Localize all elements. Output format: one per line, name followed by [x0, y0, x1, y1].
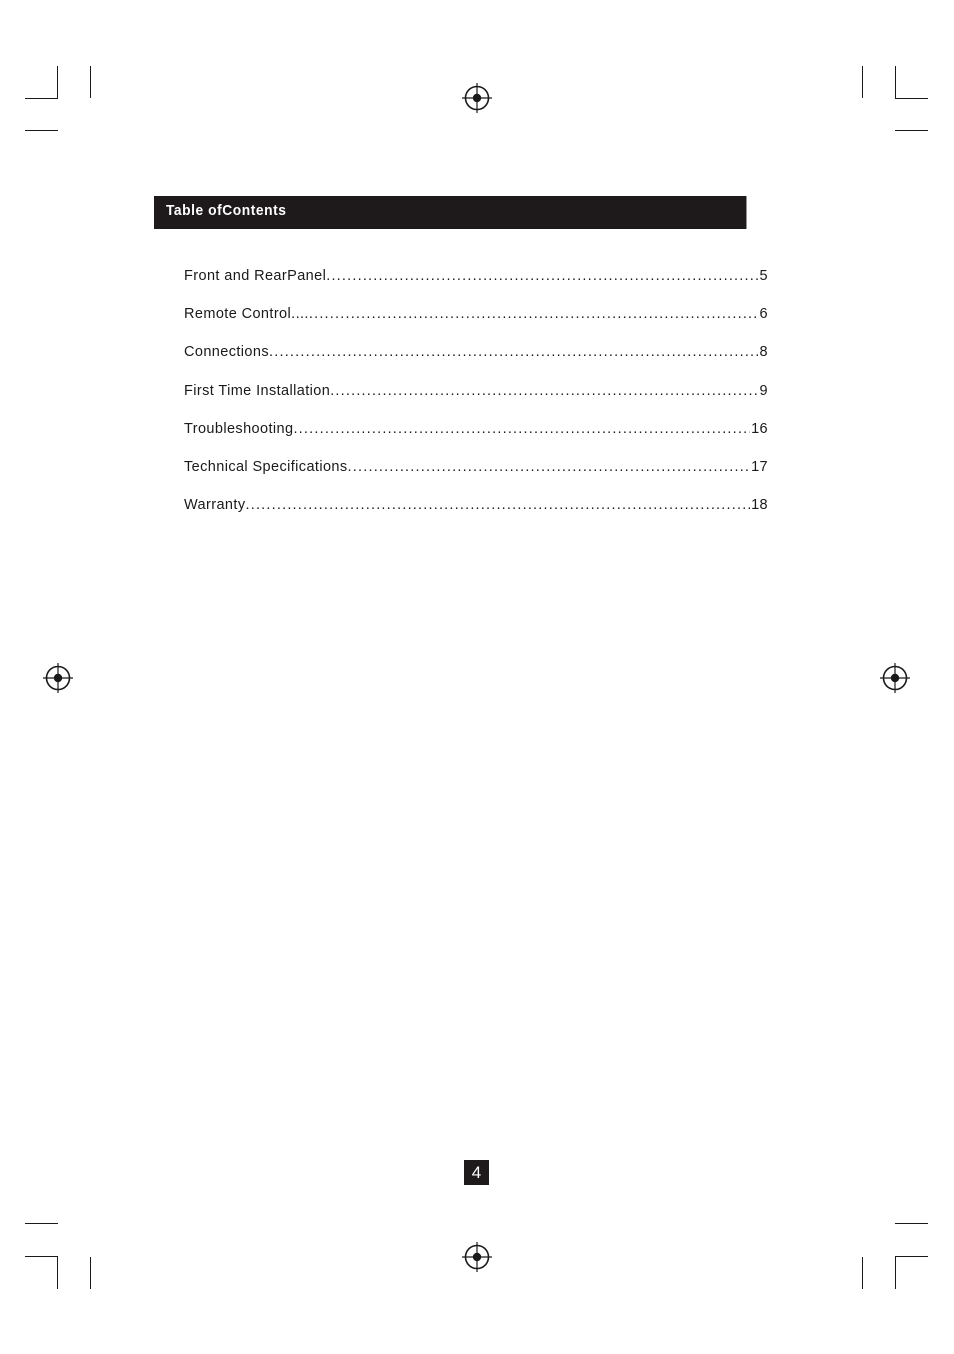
- crop-mark-top-left-h2: [25, 130, 58, 131]
- toc-entry-connections[interactable]: [184, 344, 768, 382]
- crop-mark-bottom-right-h2: [895, 1256, 928, 1257]
- crop-mark-bottom-left-h1: [25, 1223, 58, 1224]
- toc-entry-front-rear-panel[interactable]: [184, 268, 768, 306]
- registration-mark-icon: [43, 663, 73, 693]
- toc-entry-troubleshooting[interactable]: [184, 421, 768, 459]
- toc-entry-page: 8: [759, 344, 768, 361]
- toc-dot-leader: [269, 344, 759, 360]
- toc-entry-page: 5: [759, 268, 768, 284]
- toc-entry-title: Remote Control....: [184, 306, 309, 323]
- page-number-badge: 4: [464, 1160, 489, 1185]
- toc-entry-title: Technical Specifications: [184, 458, 348, 475]
- crop-mark-bottom-right-v2: [895, 1256, 896, 1289]
- toc-dot-leader: [330, 383, 758, 399]
- crop-mark-top-right-h1: [895, 98, 928, 99]
- toc-entry-page: 16: [751, 420, 768, 437]
- toc-dot-leader: [348, 459, 751, 475]
- toc-entry-title: First Time Installation: [184, 382, 331, 399]
- crop-mark-bottom-right-v1: [862, 1257, 863, 1289]
- toc-dot-leader: [309, 306, 759, 322]
- crop-mark-top-right-v1: [862, 66, 863, 98]
- toc-entry-title: Troubleshooting: [184, 420, 294, 437]
- crop-mark-bottom-left-v2: [90, 1257, 91, 1289]
- toc-entry-title: Connections: [184, 344, 270, 361]
- toc-entry-technical-specifications[interactable]: [184, 459, 768, 497]
- toc-dot-leader: [245, 497, 750, 513]
- toc-entry-page: 17: [751, 458, 768, 475]
- crop-mark-bottom-left-v1: [57, 1256, 58, 1289]
- toc-list: [184, 268, 768, 535]
- crop-mark-top-left-v1: [57, 66, 58, 99]
- crop-mark-top-right-h2: [895, 130, 928, 131]
- toc-entry-page: 9: [759, 382, 768, 399]
- registration-mark-icon: [462, 83, 492, 113]
- toc-entry-warranty[interactable]: [184, 497, 768, 535]
- toc-header-title: Table ofContents: [165, 202, 287, 219]
- crop-mark-top-right-v2: [895, 66, 896, 99]
- registration-mark-icon: [880, 663, 910, 693]
- registration-mark-icon: [462, 1242, 492, 1272]
- crop-mark-top-left-h1: [25, 98, 58, 99]
- crop-mark-bottom-left-h2: [25, 1256, 58, 1257]
- toc-entry-page: 18: [751, 497, 768, 514]
- toc-entry-page: 6: [759, 306, 768, 323]
- toc-entry-title: Front and RearPanel: [184, 268, 327, 284]
- toc-dot-leader: [326, 268, 758, 284]
- toc-entry-remote-control[interactable]: [184, 306, 768, 344]
- crop-mark-bottom-right-h1: [895, 1223, 928, 1224]
- toc-dot-leader: [293, 421, 750, 437]
- toc-entry-first-time-installation[interactable]: [184, 383, 768, 421]
- toc-header-bar: [154, 196, 746, 229]
- toc-entry-title: Warranty: [184, 497, 246, 514]
- crop-mark-top-left-v2: [90, 66, 91, 98]
